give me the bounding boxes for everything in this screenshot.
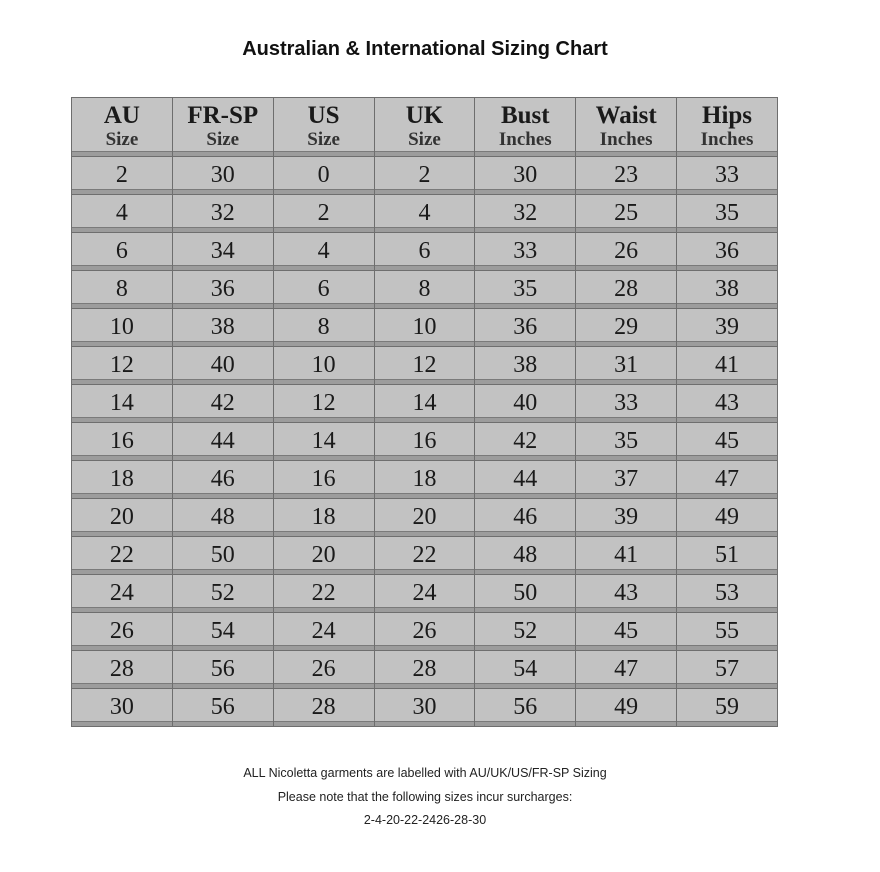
cell-fr-sp: 56: [172, 651, 273, 689]
cell-hips: 41: [677, 347, 778, 385]
column-header-us: [273, 98, 374, 157]
cell-bust: 40: [475, 385, 576, 423]
cell-au: 16: [72, 423, 173, 461]
cell-au: 20: [72, 499, 173, 537]
cell-uk: 22: [374, 537, 475, 575]
cell-hips: 47: [677, 461, 778, 499]
table-row: [72, 271, 778, 309]
cell-au: 30: [72, 689, 173, 727]
cell-us: 6: [273, 271, 374, 309]
cell-uk: 24: [374, 575, 475, 613]
cell-us: 0: [273, 157, 374, 195]
cell-uk: 26: [374, 613, 475, 651]
cell-uk: 18: [374, 461, 475, 499]
cell-au: 6: [72, 233, 173, 271]
cell-us: 2: [273, 195, 374, 233]
cell-bust: 32: [475, 195, 576, 233]
cell-hips: 35: [677, 195, 778, 233]
cell-waist: 43: [576, 575, 677, 613]
cell-us: 10: [273, 347, 374, 385]
cell-waist: 39: [576, 499, 677, 537]
cell-fr-sp: 42: [172, 385, 273, 423]
cell-au: 22: [72, 537, 173, 575]
cell-fr-sp: 56: [172, 689, 273, 727]
cell-waist: 23: [576, 157, 677, 195]
cell-bust: 42: [475, 423, 576, 461]
chart-title: Australian & International Sizing Chart: [242, 38, 608, 60]
cell-fr-sp: 52: [172, 575, 273, 613]
cell-bust: 52: [475, 613, 576, 651]
cell-fr-sp: 44: [172, 423, 273, 461]
column-header-label: Bust: [500, 102, 550, 129]
column-header-unit: Size: [206, 129, 240, 150]
table-header-row: [72, 98, 778, 157]
table-row: [72, 233, 778, 271]
column-header-waist: [576, 98, 677, 157]
cell-au: 10: [72, 309, 173, 347]
table-row: [72, 499, 778, 537]
cell-us: 16: [273, 461, 374, 499]
cell-hips: 57: [677, 651, 778, 689]
cell-hips: 45: [677, 423, 778, 461]
cell-us: 18: [273, 499, 374, 537]
cell-hips: 55: [677, 613, 778, 651]
cell-us: 20: [273, 537, 374, 575]
footer-surcharge-sizes: 2-4-20-22-2426-28-30: [363, 813, 487, 827]
cell-fr-sp: 30: [172, 157, 273, 195]
footer-surcharge-note: Please note that the following sizes incur surcharges:: [277, 790, 573, 804]
cell-uk: 8: [374, 271, 475, 309]
cell-hips: 43: [677, 385, 778, 423]
cell-bust: 33: [475, 233, 576, 271]
cell-hips: 38: [677, 271, 778, 309]
column-header-label: Hips: [702, 102, 753, 129]
cell-au: 2: [72, 157, 173, 195]
cell-us: 4: [273, 233, 374, 271]
table-row: [72, 195, 778, 233]
table-row: [72, 613, 778, 651]
table-body: [72, 157, 778, 727]
cell-au: 24: [72, 575, 173, 613]
column-header-bust: [475, 98, 576, 157]
cell-fr-sp: 36: [172, 271, 273, 309]
cell-au: 4: [72, 195, 173, 233]
cell-us: 28: [273, 689, 374, 727]
table-row: [72, 461, 778, 499]
cell-waist: 31: [576, 347, 677, 385]
cell-waist: 37: [576, 461, 677, 499]
cell-us: 26: [273, 651, 374, 689]
cell-fr-sp: 54: [172, 613, 273, 651]
cell-us: 22: [273, 575, 374, 613]
column-header-label: Waist: [595, 102, 657, 129]
cell-uk: 16: [374, 423, 475, 461]
column-header-uk: [374, 98, 475, 157]
cell-uk: 14: [374, 385, 475, 423]
cell-uk: 2: [374, 157, 475, 195]
column-header-au: [72, 98, 173, 157]
column-header-label: UK: [405, 102, 444, 129]
cell-uk: 4: [374, 195, 475, 233]
cell-uk: 30: [374, 689, 475, 727]
column-header-label: FR-SP: [187, 102, 259, 129]
table-row: [72, 537, 778, 575]
cell-fr-sp: 48: [172, 499, 273, 537]
cell-bust: 48: [475, 537, 576, 575]
column-header-unit: Size: [408, 129, 441, 150]
table-row: [72, 689, 778, 727]
cell-bust: 50: [475, 575, 576, 613]
cell-fr-sp: 40: [172, 347, 273, 385]
cell-hips: 33: [677, 157, 778, 195]
cell-uk: 20: [374, 499, 475, 537]
column-header-label: AU: [103, 102, 140, 129]
cell-uk: 6: [374, 233, 475, 271]
cell-waist: 29: [576, 309, 677, 347]
table-row: [72, 423, 778, 461]
cell-waist: 33: [576, 385, 677, 423]
column-header-unit: Inches: [498, 129, 552, 150]
cell-uk: 12: [374, 347, 475, 385]
cell-bust: 44: [475, 461, 576, 499]
table-row: [72, 575, 778, 613]
cell-bust: 38: [475, 347, 576, 385]
table-row: [72, 347, 778, 385]
column-header-unit: Size: [105, 129, 139, 150]
cell-bust: 30: [475, 157, 576, 195]
cell-fr-sp: 34: [172, 233, 273, 271]
cell-fr-sp: 32: [172, 195, 273, 233]
cell-au: 8: [72, 271, 173, 309]
cell-hips: 36: [677, 233, 778, 271]
column-header-unit: Inches: [599, 129, 653, 150]
cell-hips: 51: [677, 537, 778, 575]
cell-waist: 41: [576, 537, 677, 575]
table-row: [72, 651, 778, 689]
cell-uk: 28: [374, 651, 475, 689]
footer-labelling-note: ALL Nicoletta garments are labelled with AU/UK/US/FR-SP Sizing: [243, 766, 607, 780]
column-header-fr-sp: [172, 98, 273, 157]
cell-hips: 49: [677, 499, 778, 537]
cell-waist: 26: [576, 233, 677, 271]
cell-bust: 54: [475, 651, 576, 689]
cell-waist: 45: [576, 613, 677, 651]
cell-fr-sp: 50: [172, 537, 273, 575]
column-header-hips: [677, 98, 778, 157]
sizing-table: [71, 97, 778, 727]
cell-hips: 59: [677, 689, 778, 727]
table-row: [72, 309, 778, 347]
cell-waist: 28: [576, 271, 677, 309]
cell-waist: 25: [576, 195, 677, 233]
cell-waist: 35: [576, 423, 677, 461]
column-header-label: US: [307, 102, 340, 129]
cell-bust: 36: [475, 309, 576, 347]
cell-hips: 53: [677, 575, 778, 613]
cell-uk: 10: [374, 309, 475, 347]
cell-bust: 46: [475, 499, 576, 537]
cell-bust: 56: [475, 689, 576, 727]
cell-us: 24: [273, 613, 374, 651]
cell-bust: 35: [475, 271, 576, 309]
column-header-unit: Inches: [700, 129, 754, 150]
cell-au: 28: [72, 651, 173, 689]
cell-fr-sp: 46: [172, 461, 273, 499]
table-row: [72, 157, 778, 195]
cell-waist: 47: [576, 651, 677, 689]
cell-au: 14: [72, 385, 173, 423]
cell-us: 14: [273, 423, 374, 461]
cell-fr-sp: 38: [172, 309, 273, 347]
table-row: [72, 385, 778, 423]
cell-au: 12: [72, 347, 173, 385]
cell-hips: 39: [677, 309, 778, 347]
cell-au: 26: [72, 613, 173, 651]
cell-us: 8: [273, 309, 374, 347]
cell-us: 12: [273, 385, 374, 423]
cell-au: 18: [72, 461, 173, 499]
cell-waist: 49: [576, 689, 677, 727]
column-header-unit: Size: [307, 129, 340, 150]
